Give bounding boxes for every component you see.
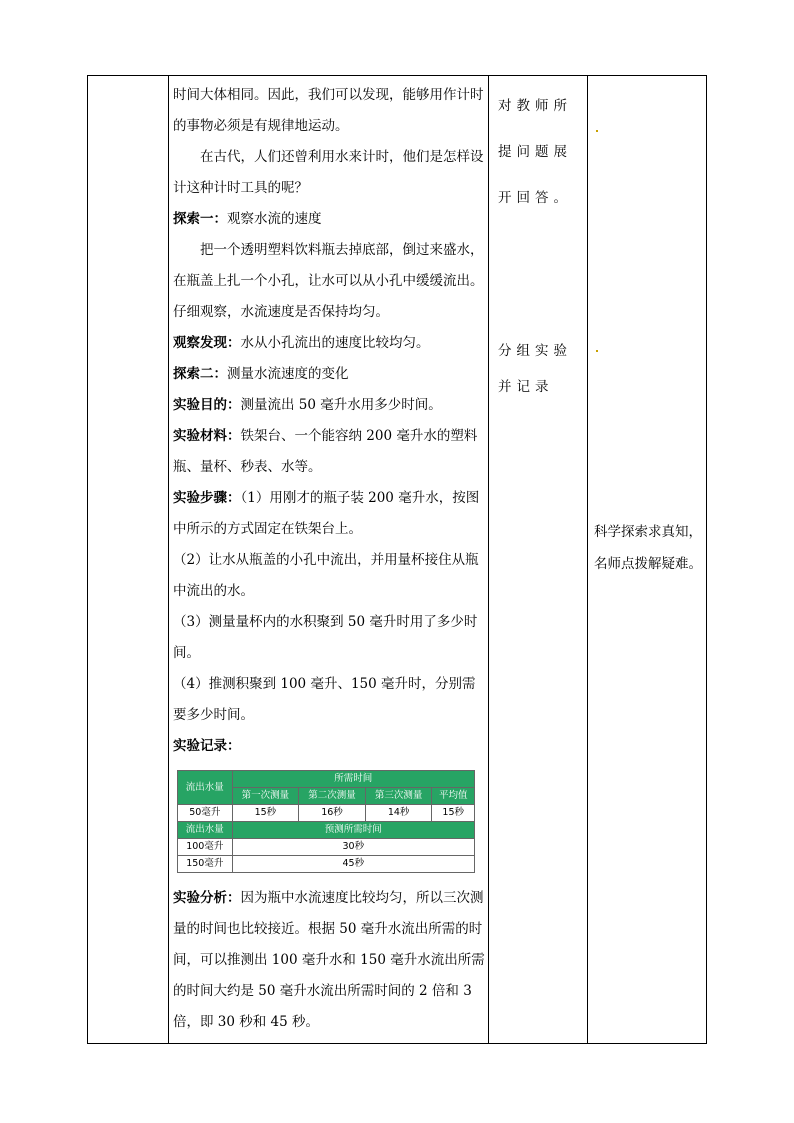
observation-label: 观察发现： bbox=[173, 335, 241, 351]
observation-text: 水从小孔流出的速度比较均匀。 bbox=[240, 335, 430, 351]
analysis-text: 因为瓶中水流速度比较均匀，所以三次测量的时间也比较接近。根据 50 毫升水流出所需的时间，可以推测出 100 毫升水和 150 毫升水流出所需的时间大约是 50 毫升水流出所需时间的 2 倍和 3 倍，即 30 秒和 45 秒。 bbox=[173, 890, 485, 1030]
record-label: 实验记录： bbox=[173, 738, 241, 754]
explore-two-text: 测量水流速度的变化 bbox=[227, 366, 349, 382]
purpose-text: 测量流出 50 毫升水用多少时间。 bbox=[240, 397, 442, 413]
header-trial-2: 第二次测量 bbox=[299, 788, 366, 805]
step-four: （4）推测积聚到 100 毫升、150 毫升时，分别需要多少时间。 bbox=[173, 676, 476, 723]
purpose-line bbox=[173, 390, 485, 421]
table-row bbox=[178, 805, 475, 822]
column-divider bbox=[587, 76, 588, 1043]
header-trial-1: 第一次测量 bbox=[232, 788, 299, 805]
student-activity-1: 对教师所提问题展开回答。 bbox=[498, 98, 572, 206]
row-50-trial-3: 14秒 bbox=[365, 805, 432, 822]
explore-two-heading bbox=[173, 359, 485, 390]
explore-one-heading bbox=[173, 204, 485, 235]
row-100-label: 100毫升 bbox=[178, 839, 233, 856]
explore-one-label: 探索一： bbox=[173, 211, 227, 227]
row-50-trial-2: 16秒 bbox=[299, 805, 366, 822]
row-150-label: 150毫升 bbox=[178, 856, 233, 873]
analysis-line bbox=[173, 883, 485, 1038]
paragraph-ancient: 在古代，人们还曾利用水来计时，他们是怎样设计这种计时工具的呢？ bbox=[173, 149, 484, 196]
table-row bbox=[178, 839, 475, 856]
materials-text: 铁架台、一个能容纳 200 毫升水的塑料瓶、量杯、秒表、水等。 bbox=[173, 428, 478, 475]
lesson-table bbox=[87, 75, 707, 1044]
student-activity-2: 分组实验并记录 bbox=[498, 343, 572, 395]
table-row bbox=[178, 856, 475, 873]
explore-two-label: 探索二： bbox=[173, 366, 227, 382]
row-100-value: 30秒 bbox=[232, 839, 474, 856]
row-50-trial-1: 15秒 bbox=[232, 805, 299, 822]
paragraph-intro: 时间大体相同。因此，我们可以发现，能够用作计时的事物必须是有规律地运动。 bbox=[173, 87, 484, 134]
materials-label: 实验材料： bbox=[173, 428, 241, 444]
analysis-label: 实验分析： bbox=[173, 890, 241, 906]
row-50-average: 15秒 bbox=[432, 805, 475, 822]
step-three: （3）测量量杯内的水积聚到 50 毫升时用了多少时间。 bbox=[173, 614, 478, 661]
header-volume: 流出水量 bbox=[178, 771, 233, 805]
header-predict: 预测所需时间 bbox=[232, 822, 474, 839]
column-divider bbox=[488, 76, 489, 1043]
design-intent-1: 科学探索求真知，名师点拨解疑难。 bbox=[594, 524, 702, 572]
marker-dot bbox=[596, 350, 598, 352]
marker-dot bbox=[596, 130, 598, 132]
header-volume-2: 流出水量 bbox=[178, 822, 233, 839]
header-trial-3: 第三次测量 bbox=[365, 788, 432, 805]
step-one: （1）用刚才的瓶子装 200 毫升水，按图中所示的方式固定在铁架台上。 bbox=[173, 490, 480, 537]
materials-line bbox=[173, 421, 485, 483]
teaching-process-cell bbox=[173, 80, 485, 1038]
header-average: 平均值 bbox=[432, 788, 475, 805]
purpose-label: 实验目的： bbox=[173, 397, 241, 413]
steps-label: 实验步骤： bbox=[173, 490, 241, 506]
experiment-record-table bbox=[177, 770, 475, 873]
step-two: （2）让水从瓶盖的小孔中流出，并用量杯接住从瓶中流出的水。 bbox=[173, 552, 479, 599]
paragraph-bottle: 把一个透明塑料饮料瓶去掉底部，倒过来盛水，在瓶盖上扎一个小孔，让水可以从小孔中缓缓流出。仔细观察，水流速度是否保持均匀。 bbox=[173, 242, 484, 320]
header-time: 所需时间 bbox=[232, 771, 474, 788]
row-150-value: 45秒 bbox=[232, 856, 474, 873]
explore-one-text: 观察水流的速度 bbox=[227, 211, 322, 227]
column-divider bbox=[168, 76, 169, 1043]
row-50-label: 50毫升 bbox=[178, 805, 233, 822]
steps-line bbox=[173, 483, 485, 545]
observation-line bbox=[173, 328, 485, 359]
